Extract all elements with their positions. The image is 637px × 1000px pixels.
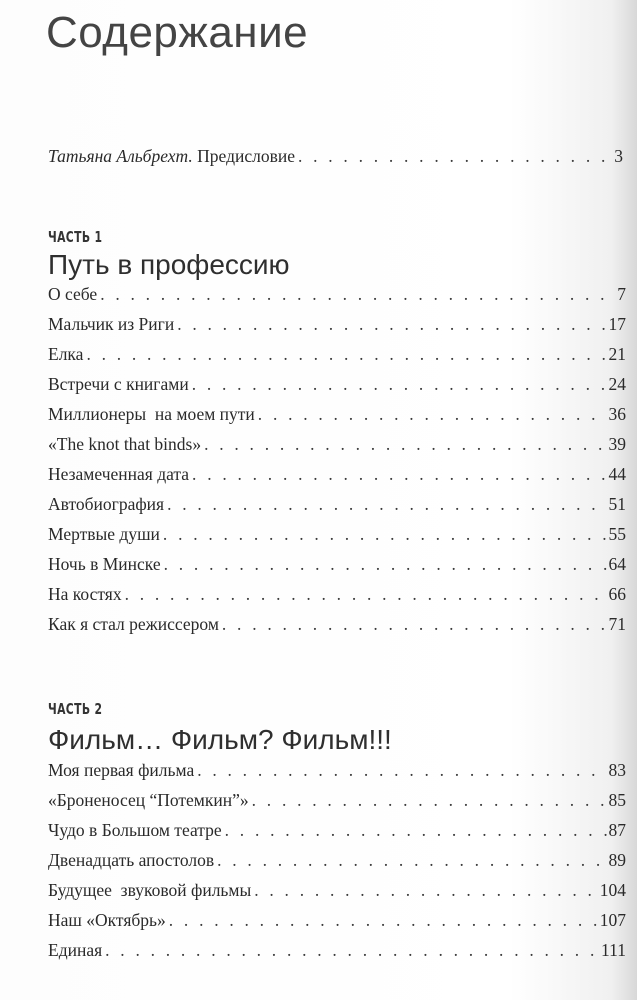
dot-leader (252, 790, 607, 811)
toc-entry (48, 554, 626, 584)
part-2-label: ЧАСТЬ 2 (48, 700, 103, 718)
entry-title: Единая (48, 940, 103, 960)
dot-leader (222, 614, 607, 635)
page-number: 55 (608, 524, 626, 544)
entry-title: Двенадцать апостолов (48, 850, 215, 870)
toc-entry (48, 790, 626, 820)
entry-title: Как я стал режиссером (48, 614, 219, 634)
entry-title: Ночь в Минске (48, 554, 161, 574)
page-number: 36 (608, 404, 626, 424)
toc-entry (48, 404, 626, 434)
dot-leader (105, 940, 599, 961)
toc-entry (48, 464, 626, 494)
dot-leader (125, 584, 607, 605)
dot-leader (192, 374, 607, 395)
preface-title: Предисловие (197, 146, 295, 166)
toc-entry (48, 760, 626, 790)
entry-title: Автобиография (48, 494, 165, 514)
page-number: 39 (608, 434, 626, 454)
dot-leader (298, 146, 612, 167)
entry-title: На костях (48, 584, 122, 604)
page-number: 107 (599, 910, 626, 930)
entry-title: Незамеченная дата (48, 464, 190, 484)
toc-entry (48, 434, 626, 464)
entry-title: «The knot that binds» (48, 434, 202, 454)
toc-entry (48, 284, 626, 314)
page-number: 64 (608, 554, 626, 574)
entry-title: О себе (48, 284, 98, 304)
page-number: 104 (599, 880, 626, 900)
toc-entry (48, 524, 626, 554)
dot-leader (217, 850, 606, 871)
dot-leader (258, 404, 607, 425)
dot-leader (204, 434, 606, 455)
part-2-title: Фильм… Фильм? Фильм!!! (48, 724, 392, 755)
toc-entry-preface (48, 146, 623, 176)
page-number: 85 (608, 790, 626, 810)
dot-leader (192, 464, 606, 485)
toc-entry (48, 494, 626, 524)
entry-title: Мертвые души (48, 524, 160, 544)
toc-entry (48, 880, 626, 910)
dot-leader (167, 494, 606, 515)
toc-entry (48, 584, 626, 614)
toc-entry (48, 940, 626, 970)
part-1-label: ЧАСТЬ 1 (48, 228, 103, 246)
page-number: 87 (608, 820, 626, 840)
dot-leader (169, 910, 598, 931)
page-number: 89 (608, 850, 626, 870)
dot-leader (225, 820, 607, 841)
entry-title: Встречи с книгами (48, 374, 189, 394)
entry-title: «Броненосец “Потемкин”» (48, 790, 249, 810)
entry-title: Будущее звуковой фильмы (48, 880, 252, 900)
toc-entry (48, 910, 626, 940)
dot-leader (177, 314, 606, 335)
toc-entry (48, 374, 626, 404)
page-number: 111 (601, 940, 626, 960)
page-number: 66 (608, 584, 626, 604)
toc-entry (48, 850, 626, 880)
entry-title: Елка (48, 344, 84, 364)
dot-leader (100, 284, 615, 305)
entry-title: Мальчик из Риги (48, 314, 175, 334)
dot-leader (254, 880, 598, 901)
entry-title: Чудо в Большом театре (48, 820, 222, 840)
page-number: 7 (617, 284, 626, 304)
page-number: 83 (608, 760, 626, 780)
page-title: Содержание (46, 8, 309, 57)
page-number: 51 (608, 494, 626, 514)
part-2-entries (48, 760, 626, 970)
part-1-title: Путь в профессию (48, 249, 290, 280)
page-number: 17 (608, 314, 626, 334)
page-number: 3 (614, 146, 623, 166)
page-number: 71 (608, 614, 626, 634)
page-number: 44 (608, 464, 626, 484)
entry-title: Моя первая фильма (48, 760, 195, 780)
toc-entry (48, 820, 626, 850)
dot-leader (163, 524, 607, 545)
toc-entry (48, 344, 626, 374)
toc-entry (48, 314, 626, 344)
page-number: 21 (608, 344, 626, 364)
preface-author: Татьяна Альбрехт. (48, 146, 193, 166)
dot-leader (197, 760, 606, 781)
page-number: 24 (608, 374, 626, 394)
entry-title: Миллионеры на моем пути (48, 404, 255, 424)
entry-title: Наш «Октябрь» (48, 910, 166, 930)
toc-entry (48, 614, 626, 644)
dot-leader (86, 344, 606, 365)
part-1-entries (48, 284, 626, 644)
dot-leader (164, 554, 607, 575)
